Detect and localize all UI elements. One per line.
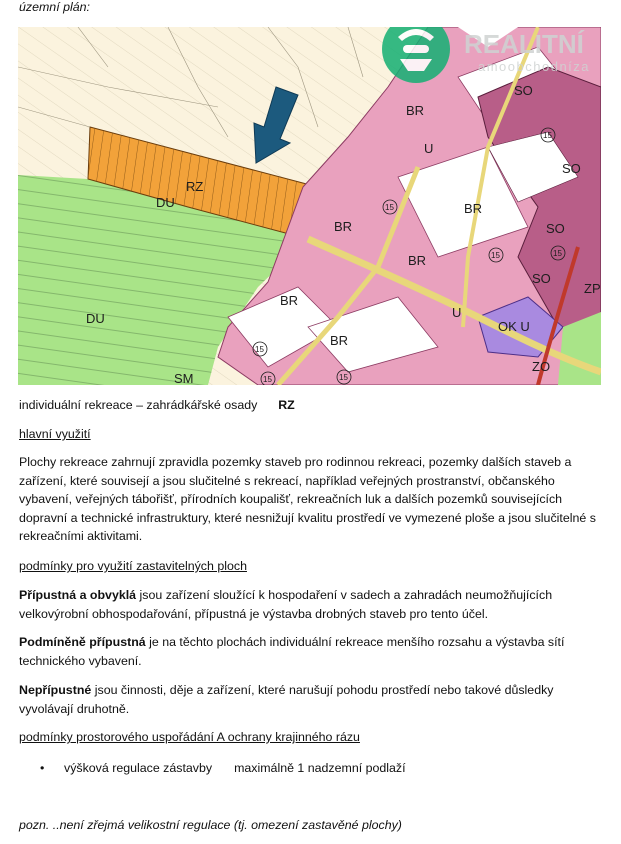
legend-name: individuální rekreace – zahrádkářské osady — [19, 398, 258, 412]
spatial-bullet — [40, 759, 406, 778]
label-br: BR — [408, 253, 427, 268]
bullet-icon: • — [40, 761, 45, 775]
label-so: SO — [562, 161, 581, 176]
label-du: DU — [86, 311, 105, 326]
spatial-title: podmínky prostorového uspořádání A ochrany krajinného rázu — [19, 730, 360, 744]
label-sm: SM — [174, 371, 194, 385]
label-oku: OK U — [498, 319, 530, 334]
logo-subtitle: amoobchodníza — [478, 59, 591, 74]
conditional-label: Podmíněně přípustná — [19, 635, 146, 649]
plot-number: 15 — [491, 251, 500, 260]
conditions-title: podmínky pro využití zastavitelných ploch — [19, 559, 247, 573]
plot-number: 15 — [263, 375, 272, 384]
label-u: U — [424, 141, 434, 156]
label-br: BR — [280, 293, 299, 308]
plot-number: 15 — [255, 345, 264, 354]
label-so: SO — [546, 221, 565, 236]
label-so: SO — [532, 271, 551, 286]
forbidden-paragraph — [19, 681, 604, 718]
bullet-value: maximálně 1 nadzemní podlaží — [234, 761, 406, 775]
page-heading: územní plán: — [19, 0, 90, 14]
permissible-label: Přípustná a obvyklá — [19, 588, 137, 602]
label-zp: ZP — [584, 281, 601, 296]
label-br: BR — [464, 201, 483, 216]
logo-brand: REALITNÍ — [464, 29, 584, 59]
label-br: BR — [330, 333, 349, 348]
label-br: BR — [406, 103, 425, 118]
plot-number: 15 — [385, 203, 394, 212]
plot-number: 15 — [543, 131, 552, 140]
permissible-paragraph — [19, 586, 604, 623]
plot-number: 15 — [553, 249, 562, 258]
conditional-text: je na těchto plochách individuální rekreace menšího rozsahu a výstavba sítí technického vybavení. — [19, 635, 565, 668]
label-rz: RZ — [186, 179, 204, 194]
forbidden-text: jsou činnosti, děje a zařízení, které narušují pohodu prostředí nebo takové důsledky vyvolávají druhotně. — [19, 683, 554, 716]
main-use-title: hlavní využití — [19, 427, 91, 441]
label-u: U — [452, 305, 462, 320]
label-br: BR — [334, 219, 353, 234]
zoning-map — [18, 27, 601, 385]
bullet-label: výšková regulace zástavby — [64, 761, 213, 775]
forbidden-label: Nepřípustné — [19, 683, 92, 697]
label-so: SO — [514, 83, 533, 98]
legend-line — [19, 396, 295, 415]
conditional-paragraph — [19, 633, 604, 670]
label-zo: ZO — [532, 359, 551, 374]
footnote: pozn. ..není zřejmá velikostní regulace (tj. omezení zastavěné plochy) — [19, 818, 402, 832]
permissible-text: jsou zařízení sloužící k hospodaření v sadech a zahradách neumožňujících velkovýrobní obhospodařování, přípustná je výstavba drobných staveb pro tento účel. — [19, 588, 553, 621]
label-du: DU — [156, 195, 175, 210]
legend-code: RZ — [278, 398, 295, 412]
plot-number: 15 — [339, 373, 348, 382]
main-use-text: Plochy rekreace zahrnují zpravidla pozemky staveb pro rodinnou rekreaci, pozemky dalších staveb a zařízení, které souvisejí a jsou slučitelné s rekreací, například veřejných prostranství, občanského vybavení, veřejných tábořišť, přírodních koupališť, rekreačních luk a dalších pozemků souvisejících dopravní a technické infrastruktury, které nesnižují kvalitu prostředí ve vymezené ploše a jsou slučitelné s rekreačními aktivitami. — [19, 455, 596, 544]
